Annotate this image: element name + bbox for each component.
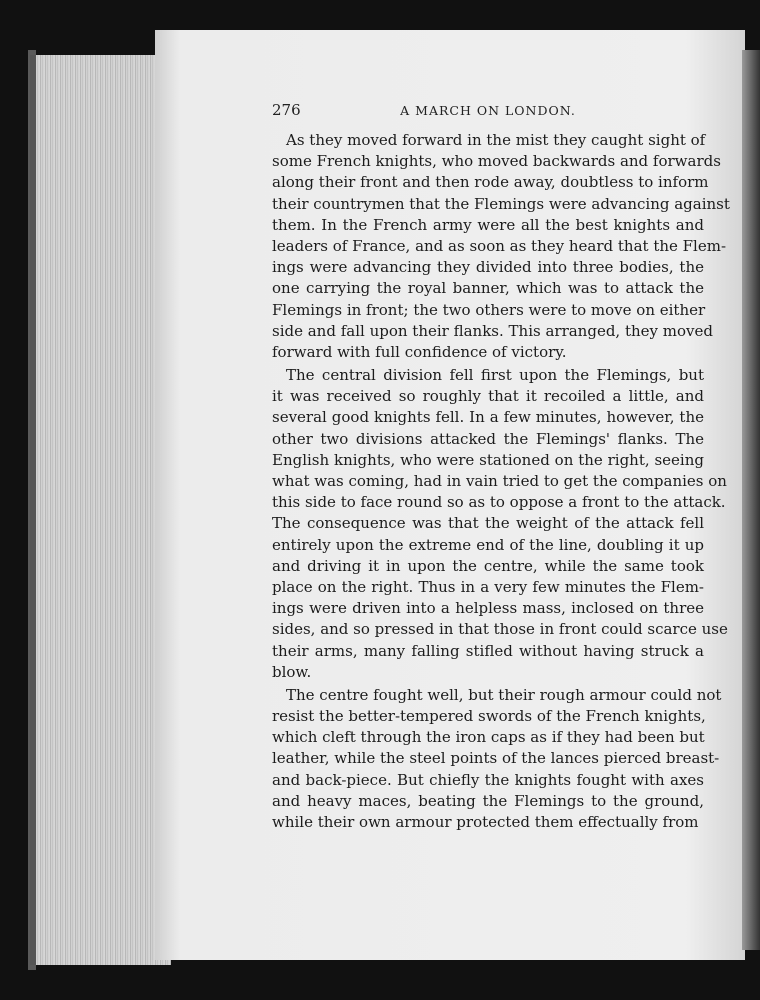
running-head: A MARCH ON LONDON. xyxy=(400,103,576,118)
facing-page-edge xyxy=(742,50,760,950)
text-line: leather, while the steel points of the lances pierced breast- xyxy=(272,749,720,768)
text-line: and driving it in upon the centre, while the same took xyxy=(272,556,704,575)
text-line: their countrymen that the Flemings were advancing against xyxy=(272,194,730,213)
text-line: some French knights, who moved backwards and forwards xyxy=(272,152,721,171)
text-line: entirely upon the extreme end of the line, doubling it up xyxy=(272,535,704,554)
text-line: leaders of France, and as soon as they heard that the Flem- xyxy=(272,236,727,255)
paragraph xyxy=(272,685,722,833)
text-line: The central division fell first upon the Flemings, but xyxy=(286,366,704,385)
text-line: them. In the French army were all the best knights and xyxy=(272,215,704,234)
text-line: place on the right. Thus in a very few minutes the Flem- xyxy=(272,577,704,596)
text-line: this side to face round so as to oppose a front to the attack. xyxy=(272,493,726,512)
text-line: what was coming, had in vain tried to get the companies on xyxy=(272,472,727,490)
page-stack-edges xyxy=(30,55,171,965)
text-line: Flemings in front; the two others were to move on either xyxy=(272,300,706,319)
body-text xyxy=(272,130,730,835)
text-line: one carrying the royal banner, which was to attack the xyxy=(272,279,704,298)
page-header xyxy=(272,101,704,121)
text-line: several good knights fell. In a few minutes, however, the xyxy=(272,408,704,427)
text-line: while their own armour protected them effectually from xyxy=(272,813,699,831)
text-line: ings were advancing they divided into three bodies, the xyxy=(272,258,704,277)
text-line: The centre fought well, but their rough armour could not xyxy=(286,685,722,704)
text-line: along their front and then rode away, doubtless to inform xyxy=(272,173,709,192)
text-line: and back-piece. But chiefly the knights fought with axes xyxy=(272,770,704,789)
text-line: which cleft through the iron caps as if they had been but xyxy=(272,728,705,747)
text-line: and heavy maces, beating the Flemings to the ground, xyxy=(272,791,704,810)
text-line: their arms, many falling stifled without having struck a xyxy=(272,641,704,660)
text-line: ings were driven into a helpless mass, inclosed on three xyxy=(272,599,704,618)
text-line: other two divisions attacked the Flemings' flanks. The xyxy=(272,429,704,448)
text-line: it was received so roughly that it recoiled a little, and xyxy=(272,387,704,406)
text-line: blow. xyxy=(272,662,312,681)
text-line: sides, and so pressed in that those in front could scarce use xyxy=(272,620,728,639)
text-line: resist the better-tempered swords of the French knights, xyxy=(272,707,706,726)
paragraph xyxy=(272,130,730,363)
text-line: side and fall upon their flanks. This arranged, they moved xyxy=(272,321,713,340)
text-line: forward with full confidence of victory. xyxy=(272,342,567,361)
text-line: English knights, who were stationed on the right, seeing xyxy=(272,450,704,469)
page-number: 276 xyxy=(272,101,301,119)
paragraph xyxy=(272,365,728,683)
text-line: As they moved forward in the mist they caught sight of xyxy=(286,131,706,149)
text-line: The consequence was that the weight of the attack fell xyxy=(272,514,704,533)
